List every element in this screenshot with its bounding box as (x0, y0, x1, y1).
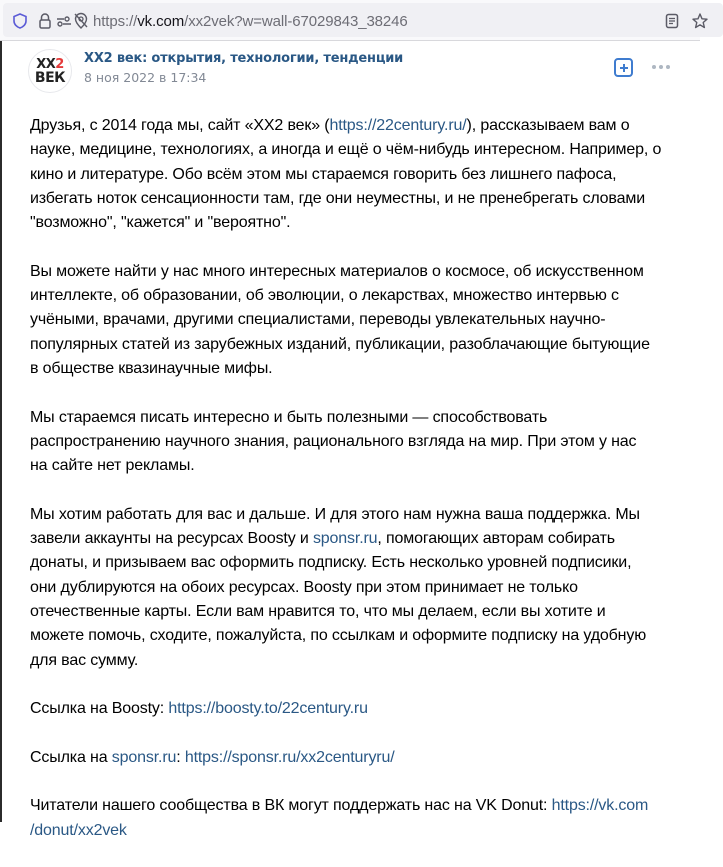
sponsr-site-link[interactable]: sponsr.ru (111, 748, 177, 766)
post-text (30, 114, 692, 867)
avatar-logo-line1: XX2 (36, 57, 64, 72)
tracking-protection-icon[interactable] (72, 12, 90, 30)
url-path: /xx2vek?w=wall-67029843_38246 (184, 13, 408, 30)
browser-toolbar (0, 0, 700, 40)
post-date-link[interactable]: 8 ноя 2022 в 17:34 (84, 70, 207, 85)
reader-view-icon[interactable] (663, 12, 681, 30)
site-link[interactable]: https://22century.ru/ (329, 117, 467, 134)
vk-donut-link[interactable]: https://vk.com (551, 797, 649, 815)
paragraph-support: Мы хотим работать для вас и дальше. И для этого нам нужна ваша поддержка. Мы завели аккаунты на ресурсах Boosty и sponsr.ru, помогающих авторам собирать донаты, и призываем вас оформить подписку. Есть несколько уровней подписики, они дублируются на обоих ресурсах. Boosty при этом принимает не только отечественные карты. Если вам нравится то, что мы делаем, если вы хотите и можете помочь, сходите, пожалуйста, по ссылкам и оформите подписку на удобную для вас сумму. (30, 505, 647, 669)
paragraph-sponsr-link: Ссылка на sponsr.ru: https://sponsr.ru/xx2centuryru/ (30, 748, 395, 766)
more-dots-icon[interactable] (652, 65, 672, 71)
sponsr-page-link[interactable]: https://sponsr.ru/xx2centuryru/ (184, 748, 395, 766)
paragraph-materials: Вы можете найти у нас много интересных материалов о космосе, об искусственном интеллекте, об образовании, об эволюции, о лекарствах, множество интервью с учёными, врачами, другими специалистами, переводы увлекательных научно- популярных статей из зарубежных изданий, публикации, разоблачающие бытующие в обществе квазинаучные мифы. (30, 262, 650, 377)
page-edge (0, 41, 2, 822)
boosty-link[interactable]: https://boosty.to/22century.ru (168, 700, 368, 718)
vk-donut-link-continued[interactable]: /donut/xx2vek (30, 821, 127, 839)
author-name-link[interactable]: XX2 век: открытия, технологии, тенденции (84, 51, 404, 66)
bookmark-star-icon[interactable] (691, 12, 709, 30)
permissions-icon[interactable] (55, 12, 73, 30)
address-bar[interactable] (3, 3, 723, 37)
post-header (0, 41, 700, 101)
plus-square-icon[interactable] (614, 58, 633, 77)
url-domain: vk.com (137, 13, 185, 30)
avatar[interactable] (28, 49, 72, 93)
url-text[interactable] (93, 13, 408, 30)
paragraph-intro: Друзья, с 2014 года мы, сайт «XX2 век» (https://22century.ru/), рассказываем вам о науке, медицине, технологиях, а иногда и ещё о чём-нибудь интересном. Например, о кино и литературе. Обо всём этом мы стараемся говорить без лишнего пафоса, избегать ноток сенсационности там, где они неуместны, и не пренебрегать словами "возможно", "кажется" и "вероятно". (30, 117, 662, 232)
lock-icon[interactable] (36, 12, 54, 30)
sponsr-link[interactable]: sponsr.ru (312, 530, 378, 548)
paragraph-boosty-link: Ссылка на Boosty: https://boosty.to/22century.ru (30, 700, 368, 718)
paragraph-vk-donut: Читатели нашего сообщества в ВК могут поддержать нас на VK Donut: https://vk.com /donut/xx2vek (30, 794, 692, 843)
avatar-logo-line2: ВЕК (34, 70, 66, 86)
paragraph-mission: Мы стараемся писать интересно и быть полезными — способствовать распространению научного знания, рационального взгляда на мир. При этом у нас на сайте нет рекламы. (30, 408, 637, 475)
url-scheme: https:// (93, 13, 138, 30)
shield-icon[interactable] (11, 12, 29, 30)
